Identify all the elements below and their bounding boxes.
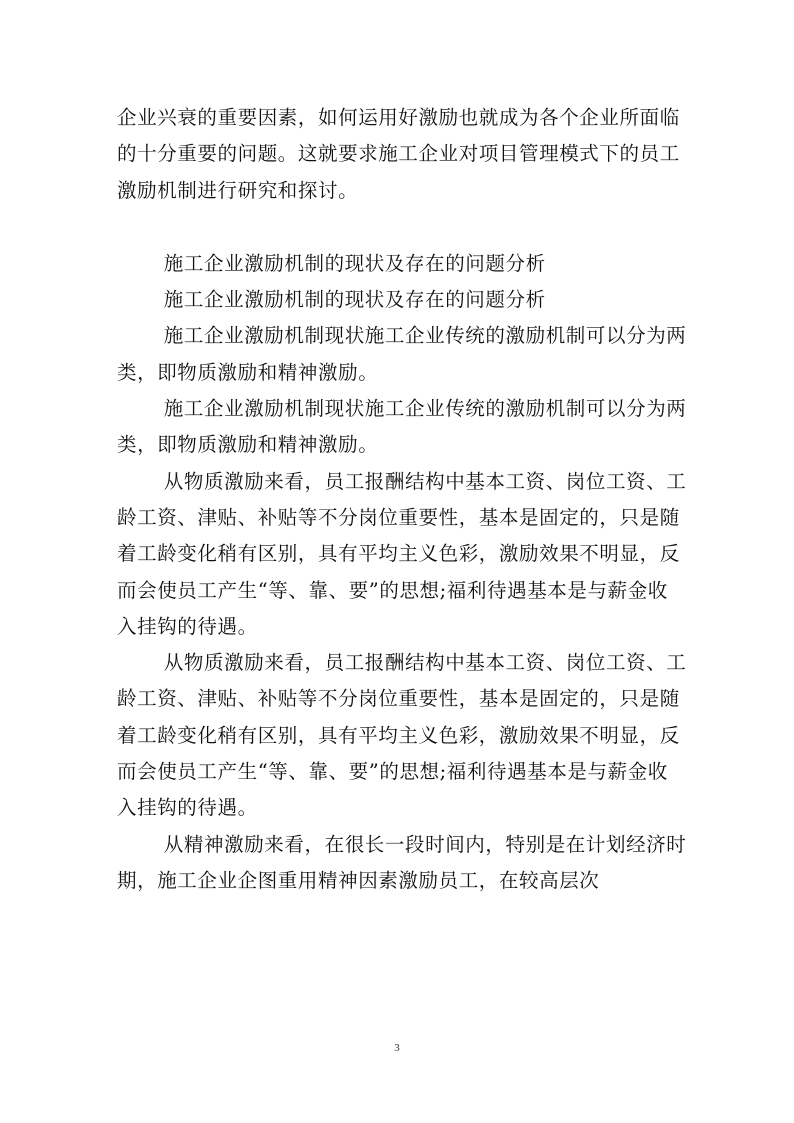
paragraph-gap [117,209,687,246]
paragraph-continuation: 企业兴衰的重要因素，如何运用好激励也就成为各个企业所面临的十分重要的问题。这就要求施工企业对项目管理模式下的员工激励机制进行研究和探讨。 [117,106,680,202]
section-heading: 施工企业激励机制的现状及存在的问题分析 [163,251,546,275]
section-heading-repeat: 施工企业激励机制的现状及存在的问题分析 [163,288,546,312]
page-number: 3 [394,1042,400,1054]
paragraph-status-overview: 施工企业激励机制现状施工企业传统的激励机制可以分为两类，即物质激励和精神激励。 [117,324,687,384]
paragraph-material-incentive-repeat: 从物质激励来看，员工报酬结构中基本工资、岗位工资、工龄工资、津贴、补贴等不分岗位重要性，基本是固定的，只是随着工龄变化稍有区别，具有平均主义色彩，激励效果不明显，反而会使员工产生“等、靠、要”的思想;福利待遇基本是与薪金收入挂钩的待遇。 [117,651,687,820]
document-body [117,100,687,899]
paragraph-material-incentive: 从物质激励来看，员工报酬结构中基本工资、岗位工资、工龄工资、津贴、补贴等不分岗位重要性，基本是固定的，只是随着工龄变化稍有区别，具有平均主义色彩，激励效果不明显，反而会使员工产生“等、靠、要”的思想;福利待遇基本是与薪金收入挂钩的待遇。 [117,469,687,638]
paragraph-status-overview-repeat: 施工企业激励机制现状施工企业传统的激励机制可以分为两类，即物质激励和精神激励。 [117,397,687,457]
paragraph-spiritual-incentive: 从精神激励来看，在很长一段时间内，特别是在计划经济时期，施工企业企图重用精神因素激励员工，在较高层次 [117,832,687,892]
